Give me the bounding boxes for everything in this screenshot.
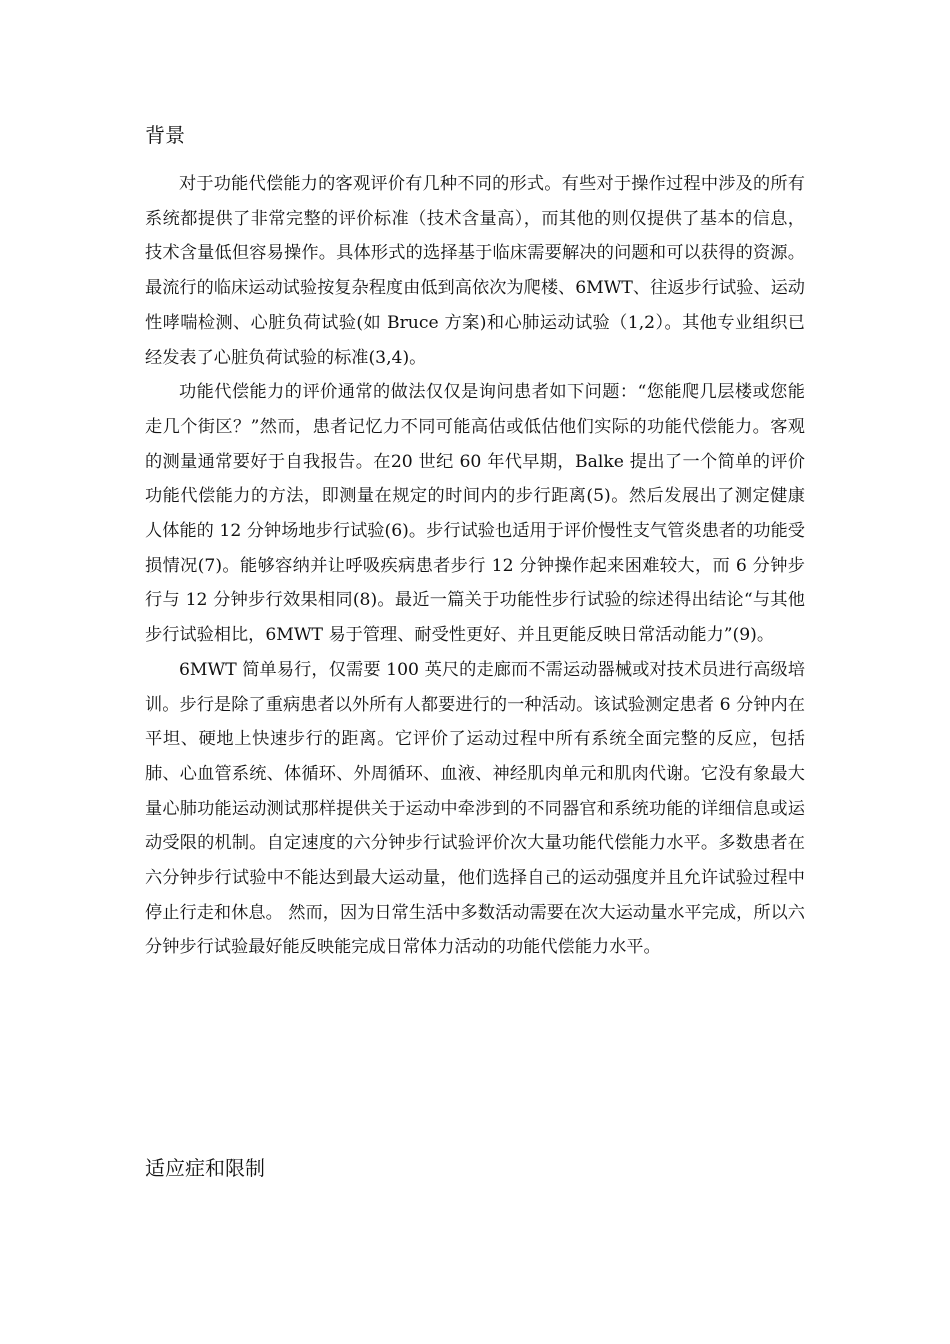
section-heading-background: 背景 (145, 123, 185, 147)
section-heading-indications: 适应症和限制 (145, 1156, 265, 1180)
paragraph-1: 对于功能代偿能力的客观评价有几种不同的形式。有些对于操作过程中涉及的所有系统都提供了非常完整的评价标准（技术含量高），而其他的则仅提供了基本的信息，技术含量低但容易操作。具体形式的选择基于临床需要解决的问题和可以获得的资源。最流行的临床运动试验按复杂程度由低到高依次为爬楼、6MWT、往返步行试验、运动性哮喘检测、心脏负荷试验(如 Bruce 方案)和心肺运动试验（1,2）。其他专业组织已经发表了心脏负荷试验的标准(3,4)。 (145, 174, 805, 368)
background-body (145, 167, 805, 965)
paragraph-3: 6MWT 简单易行，仅需要 100 英尺的走廊而不需运动器械或对技术员进行高级培训。步行是除了重病患者以外所有人都要进行的一种活动。该试验测定患者 6 分钟内在平坦、硬地上快速步行的距离。它评价了运动过程中所有系统全面完整的反应，包括肺、心血管系统、体循环、外周循环、血液、神经肌肉单元和肌肉代谢。它没有象最大量心肺功能运动测试那样提供关于运动中牵涉到的不同器官和系统功能的详细信息或运动受限的机制。自定速度的六分钟步行试验评价次大量功能代偿能力水平。多数患者在六分钟步行试验中不能达到最大运动量，他们选择自己的运动强度并且允许试验过程中停止行走和休息。 然而，因为日常生活中多数活动需要在次大运动量水平完成，所以六分钟步行试验最好能反映能完成日常体力活动的功能代偿能力水平。 (145, 659, 805, 958)
paragraph-2: 功能代偿能力的评价通常的做法仅仅是询问患者如下问题：“您能爬几层楼或您能走几个街区？”然而，患者记忆力不同可能高估或低估他们实际的功能代偿能力。客观的测量通常要好于自我报告。在20 世纪 60 年代早期，Balke 提出了一个简单的评价功能代偿能力的方法，即测量在规定的时间内的步行距离(5)。然后发展出了测定健康人体能的 12 分钟场地步行试验(6)。步行试验也适用于评价慢性支气管炎患者的功能受损情况(7)。能够容纳并让呼吸疾病患者步行 12 分钟操作起来困难较大，而 6 分钟步行与 12 分钟步行效果相同(8)。最近一篇关于功能性步行试验的综述得出结论“与其他步行试验相比，6MWT 易于管理、耐受性更好、并且更能反映日常活动能力”(9)。 (145, 382, 805, 646)
